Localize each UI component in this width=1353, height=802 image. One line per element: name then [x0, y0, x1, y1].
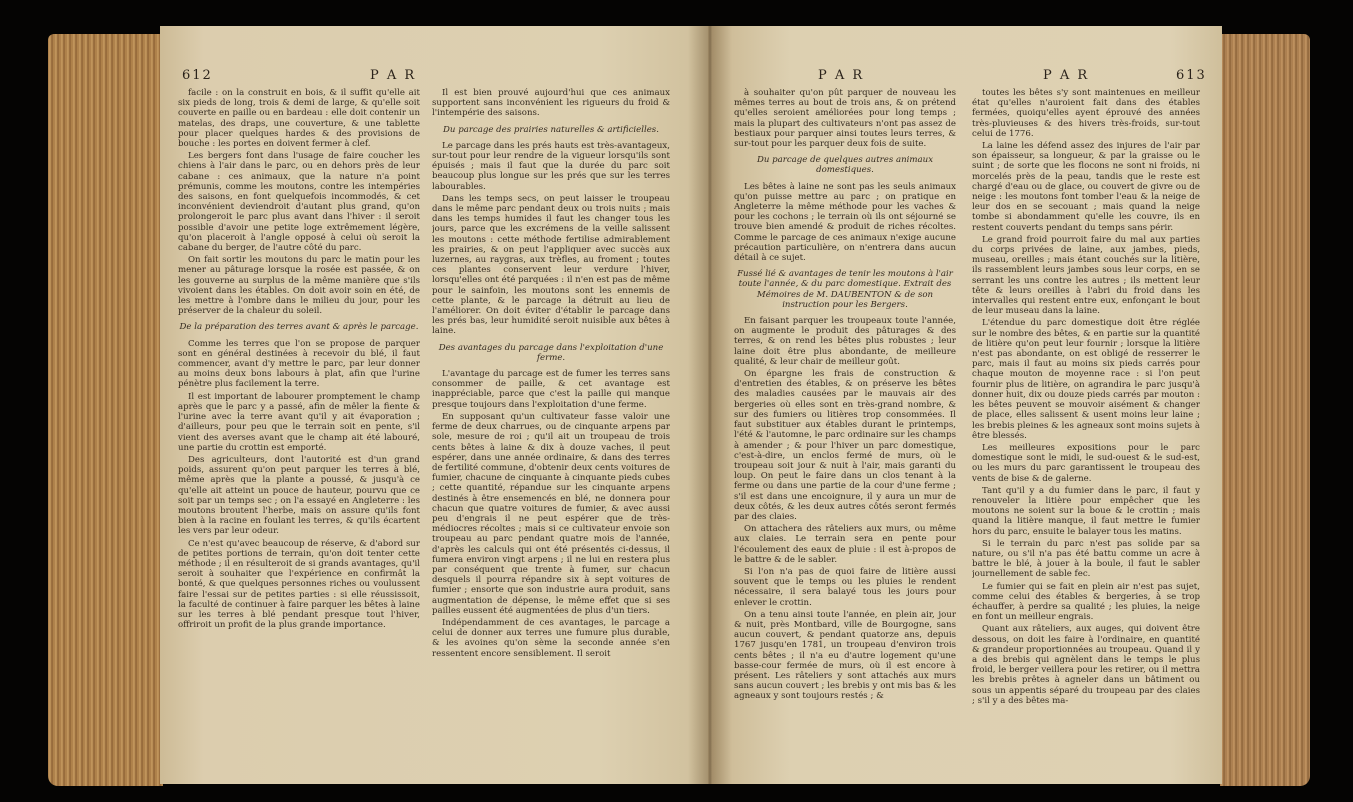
paragraph: On épargne les frais de construction & d'entretien des étables, & on préserve les bêtes des maladies causées par le mauvais air des bergeries où elles sont en très-grand nombre, & sur des fumiers ou litières trop consommées. Il faut substituer aux étables durant le printemps, l'été & l'automne, le parc ordinaire sur les champs à amender ; & pour l'hiver un parc domestique, c'est-à-dire, un enclos fermé de murs, où le troupeau soit jour & nuit à l'air, mais garanti du loup. On peut le faire dans un clos tenant à la ferme ou dans une partie de la cour d'une ferme ; s'il est dans une encoignure, il y aura un mur de deux côtés, & les deux autres côtés seront fermés par des claies.: [734, 369, 956, 522]
paragraph: Les bêtes à laine ne sont pas les seuls animaux qu'on puisse mettre au parc ; on pratique en Angleterre la même méthode pour les vaches & pour les cochons ; le terrain où ils ont séjourné se trouve bien amendé & produit de riches récoltes. Comme le parcage de ces animaux n'exige aucune précaution particulière, on n'entrera dans aucun détail à ce sujet.: [734, 181, 956, 264]
left-page-edges: [48, 34, 163, 786]
left-page-number: 612: [182, 68, 213, 83]
paragraph: Il est important de labourer promptement le champ après que le parc y a passé, afin de mêler la fiente & l'urine avec la terre avant qu'il y ait évaporation ; d'ailleurs, pour peu que le terrain soit en pente, s'il vient des averses avant que le champ ait été labouré, une partie du crottin est emporté.: [178, 391, 420, 453]
paragraph: Les meilleures expositions pour le parc domestique sont le midi, le sud-ouest & le sud-est, ou les murs du parc garantissent le troupeau des vents de bise & de galerne.: [972, 442, 1200, 484]
paragraph: Le fumier qui se fait en plein air n'est pas sujet, comme celui des étables & bergeries, à se trop échauffer, à perdre sa qualité ; les pluies, la neige en font un meilleur engrais.: [972, 581, 1200, 623]
right-column-1: [734, 88, 956, 778]
left-column-2: [432, 88, 670, 778]
section-heading: Du parcage des prairies naturelles & artificielles.: [443, 124, 659, 135]
paragraph: Il est bien prouvé aujourd'hui que ces animaux supportent sans inconvénient les rigueurs du froid & l'intempérie des saisons.: [432, 88, 670, 119]
paragraph: Quant aux râteliers, aux auges, qui doivent être dessous, on doit les faire à l'ordinaire, en quantité & grandeur proportionnées au troupeau. Quand il y a des brebis qui agnèlent dans le temps le plus froid, le berger veillera pour les retirer, ou il mettra les brebis prêtes à agneler dans un bâtiment ou sous un appentis séparé du troupeau par des claies ; s'il y a des bêtes ma-: [972, 624, 1200, 706]
paragraph: Des agriculteurs, dont l'autorité est d'un grand poids, assurent qu'on peut parquer les terres à blé, même après que la plante a poussé, & jusqu'à ce qu'elle ait atteint un pouce de hauteur, pourvu que ce soit par un temps sec ; on l'a essayé en Angleterre : les moutons broutent l'herbe, mais on assure qu'ils font bien à la racine en foulant les terres, & qu'ils écartent les vers par leur odeur.: [178, 454, 420, 537]
section-heading: Du parcage de quelques autres animaux domestiques.: [756, 155, 934, 176]
paragraph: Comme les terres que l'on se propose de parquer sont en général destinées à recevoir du blé, il faut commencer, avant d'y mettre le parc, par leur donner au moins deux bons labours à plat, afin que l'urine pénètre plus facilement la terre.: [178, 338, 420, 390]
paragraph: Les bergers font dans l'usage de faire coucher les chiens à l'air dans le parc, ou en dehors près de leur cabane : ces animaux, que la nature n'a point prémunis, comme les moutons, contre les intempéries des saisons, en font quelquefois incommodés, & cet inconvénient deviendroit d'autant plus grand, qu'on prolongeroit le parc plus avant dans l'hiver : il seroit possible d'avoir une petite loge extrêmement légère, qu'on placeroit à l'angle opposé à celui où seroit la cabane du berger, de l'autre côté du parc.: [178, 151, 420, 254]
paragraph: En supposant qu'un cultivateur fasse valoir une ferme de deux charrues, ou de cinquante arpens par sole, mesure de roi ; qu'il ait un troupeau de trois cents bêtes à laine & dix à douze vaches, il peut espérer, dans une année ordinaire, & dans des terres de fertilité commune, d'obtenir deux cents voitures de fumier, chacune de cinquante à cinquante pieds cubes ; cette quantité, répandue sur les cinquante arpens destinés à être ensemencés en blé, ne donnera pour chacun que quatre voitures de fumier, & avec aussi peu d'engrais il ne peut espérer que de très-médiocres récoltes ; mais si ce cultivateur envoie son troupeau au parc pendant quatre mois de l'année, d'après les calculs qui ont été présentés ci-dessus, il fumera environ vingt arpens ; il ne lui en restera plus par conséquent que trente à fumer, sur chacun desquels il pourra répandre six à sept voitures de fumier ; ensorte que son industrie aura produit, sans augmentation de dépense, le même effet que si ses pailles eussent été augmentées de plus d'un tiers.: [432, 411, 670, 616]
paragraph: Le grand froid pourroit faire du mal aux parties du corps privées de laine, aux jambes, pieds, museau, oreilles ; mais étant couchés sur la litière, ils rassemblent leurs jambes sous leur corps, en se serrant les uns contre les autres ; ils mettent leur tête & leurs oreilles à l'abri du froid dans les intervalles qui restent entre eux, enfonçant le bout de leur museau dans la laine.: [972, 234, 1200, 317]
paragraph: Si l'on n'a pas de quoi faire de litière aussi souvent que le temps ou les pluies le rendent nécessaire, il sera balayé tous les jours pour enlever le crottin.: [734, 566, 956, 608]
paragraph: Si le terrain du parc n'est pas solide par sa nature, ou s'il n'a pas été battu comme un acre à battre le blé, à jouer à la boule, il faut le sabler journellement de sable fec.: [972, 538, 1200, 580]
section-heading: Fussé lié & avantages de tenir les moutons à l'air toute l'année, & du parc domestique. Extrait des Mémoires de M. DAUBENTON & de son instruction pour les Bergers.: [737, 269, 953, 310]
right-running-header: P A R: [818, 68, 865, 83]
paragraph: à souhaiter qu'on pût parquer de nouveau les mêmes terres au bout de trois ans, & on prétend qu'elles seroient améliorées pour long temps ; mais la plupart des cultivateurs n'ont pas assez de bestiaux pour parquer ainsi toutes leurs terres, & sur-tout pour les parquer deux fois de suite.: [734, 88, 956, 150]
paragraph: La laine les défend assez des injures de l'air par son épaisseur, sa longueur, & par la graisse ou le suint ; de sorte que les flocons ne sont ni froids, ni morcelés près de la peau, tandis que le reste est chargé d'eau ou de glace, ou couvert de givre ou de neige : les moutons font tomber l'eau & la neige de leur dos en se secouant ; mais quand la neige tombe si abondamment qu'elle les couvre, ils en restent couverts pendant du temps sans périr.: [972, 141, 1200, 233]
paragraph: On fait sortir les moutons du parc le matin pour les mener au pâturage lorsque la rosée est passée, & on les gouverne au surplus de la même manière que s'ils vivoient dans les étables. On doit avoir soin en été, de les mettre à l'ombre dans le milieu du jour, pour les préserver de la chaleur du soleil.: [178, 255, 420, 317]
left-page: [160, 26, 708, 784]
right-page: [708, 26, 1222, 784]
right-running-header-2: P A R: [1043, 68, 1090, 83]
left-column-1: [178, 88, 420, 778]
open-book: [48, 20, 1310, 788]
paragraph: En faisant parquer les troupeaux toute l'année, on augmente le produit des pâturages & des terres, & on rend les bêtes plus robustes ; leur laine doit être plus abondante, de meilleure qualité, & leur chair de meilleur goût.: [734, 316, 956, 367]
paragraph: Dans les temps secs, on peut laisser le troupeau dans le même parc pendant deux ou trois nuits ; mais dans les temps humides il faut les changer tous les jours, parce que les excrémens de la veille salissent les moutons : cette méthode fertilise admirablement les prairies, & on peut l'appliquer avec succès aux luzernes, au raygras, aux trèfles, au froment ; toutes ces plantes conservent leur verdure l'hiver, lorsqu'elles ont été parquées : il n'en est pas de même pour le sainfoin, les moutons sont les ennemis de cette plante, & le parcage la détruit au lieu de l'améliorer. On doit éviter d'établir le parcage dans les prés bas, leur humidité seroit nuisible aux bêtes à laine.: [432, 193, 670, 337]
paragraph: Tant qu'il y a du fumier dans le parc, il faut y renouveler la litière pour empêcher que les moutons ne soient sur la boue & le crottin ; mais quand la litière manque, il faut mettre le fumier hors du parc, ensuite le balayer tous les matins.: [972, 485, 1200, 537]
right-page-edges: [1220, 34, 1310, 786]
paragraph: Ce n'est qu'avec beaucoup de réserve, & d'abord sur de petites portions de terrain, qu'on doit tenter cette méthode ; il en résulteroit de si grands avantages, qu'il seroit à souhaiter que l'expérience en confirmât la bonté, & que quelques personnes riches ou voulussent faire l'essai sur de petites parties : si elle réussissoit, la faculté de continuer à faire parquer les bêtes à laine sur les terres à blé pendant presque tout l'hiver, offriroit un profit de la plus grande importance.: [178, 538, 420, 631]
paragraph: On attachera des râteliers aux murs, ou même aux claies. Le terrain sera en pente pour l'écoulement des eaux de pluie : il est à-propos de le battre & de le sabler.: [734, 524, 956, 565]
paragraph: On a tenu ainsi toute l'année, en plein air, jour & nuit, près Montbard, ville de Bourgogne, sans aucun couvert, & pendant quatorze ans, depuis 1767 jusqu'en 1781, un troupeau d'environ trois cents bêtes ; il n'a eu d'autre logement qu'une basse-cour fermée de murs, où il est encore à présent. Les râteliers y sont attachés aux murs sans aucun couvert ; les brebis y ont mis bas & les agneaux y sont toujours restés ; &: [734, 609, 956, 702]
paragraph: L'avantage du parcage est de fumer les terres sans consommer de paille, & cet avantage est inappréciable, parce que c'est la paille qui manque presque toujours dans l'exploitation d'une ferme.: [432, 369, 670, 410]
paragraph: toutes les bêtes s'y sont maintenues en meilleur état qu'elles n'auroient fait dans des étables fermées, quoiqu'elles ayent éprouvé des années très-pluvieuses & des hivers très-froids, sur-tout celui de 1776.: [972, 88, 1200, 139]
right-column-2: [972, 88, 1200, 778]
paragraph: facile : on la construit en bois, & il suffit qu'elle ait six pieds de long, trois & demi de large, & qu'elle soit couverte en paille ou en bardeau : elle doit contenir un matelas, des draps, une couverture, & une tablette pour placer quelques hardes & des provisions de bouche : les portes en doivent fermer à clef.: [178, 88, 420, 150]
paragraph: L'étendue du parc domestique doit être réglée sur le nombre des bêtes, & en partie sur la quantité de litière qu'on peut leur fournir ; lorsque la litière n'est pas abondante, on est obligé de resserrer le parc, mais il faut au moins six pieds carrés pour chaque mouton de moyenne race : si l'on peut fournir plus de litière, on agrandira le parc jusqu'à donner huit, dix ou douze pieds carrés par mouton : les bêtes peuvent se mouvoir aisément & changer de place, elles salissent & usent moins leur laine ; les brebis pleines & les agneaux sont moins sujets à être blessés.: [972, 318, 1200, 441]
right-page-number: 613: [1176, 68, 1207, 83]
section-heading: De la préparation des terres avant & après le parcage.: [179, 322, 419, 333]
left-running-header: P A R: [370, 68, 417, 83]
section-heading: Des avantages du parcage dans l'exploitation d'une ferme.: [438, 342, 664, 363]
paragraph: Le parcage dans les prés hauts est très-avantageux, sur-tout pour leur rendre de la vigueur lorsqu'ils sont épuisés ; mais il faut que la durée du parc soit beaucoup plus longue sur les prés que sur les terres labourables.: [432, 140, 670, 192]
paragraph: Indépendamment de ces avantages, le parcage a celui de donner aux terres une fumure plus durable, & les avoines qu'on sème la seconde année s'en ressentent encore sensiblement. Il seroit: [432, 617, 670, 659]
